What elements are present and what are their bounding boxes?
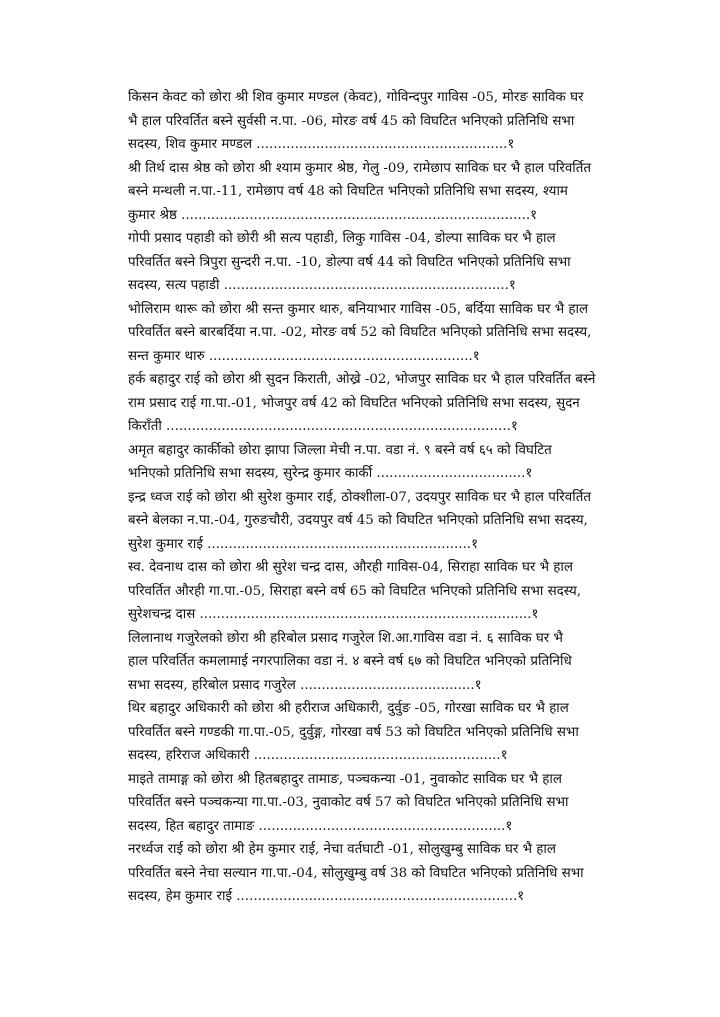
entry-line: गोपी प्रसाद पहाडी को छोरी श्री सत्य पहाडी, लिकु गाविस -04, डोल्पा साविक घर भै हाल (128, 231, 556, 246)
list-item (128, 157, 656, 228)
entry-line: राम प्रसाद राई गा.पा.-01, भोजपुर वर्ष 42 को विघटित भनिएको प्रतिनिधि सभा सदस्य, सुदन (128, 395, 580, 411)
list-item (128, 368, 656, 439)
entry-line: थिर बहादुर अधिकारी को छोरा श्री हरीराज अधिकारी, दुर्वुङ -05, गोरखा साविक घर भै हाल (128, 701, 569, 716)
entry-line: हर्क बहादुर राई को छोरा श्री सुदन किराती, ओख्रे -02, भोजपुर साविक घर भै हाल परिवर्तित बस्ने (128, 372, 596, 387)
entry-line: परिवर्तित बस्ने गण्डकी गा.पा.-05, दुर्वुङ्ग, गोरखा वर्ष 53 को विघटित भनिएको प्रतिनिधि सभा (128, 724, 579, 740)
entry-line: किसन केवट को छोरा श्री शिव कुमार मण्डल (केवट), गोविन्दपुर गाविस -05, मोरङ साविक घर (128, 90, 584, 105)
entry-line: इन्द्र ध्वज राई को छोरा श्री सुरेश कुमार राई, ठोक्शीला-07, उदयपुर साविक घर भै हाल परिवर्तित (128, 489, 591, 505)
entry-line: परिवर्तित बस्ने त्रिपुरा सुन्दरी न.पा. -10, डोल्पा वर्ष 44 को विघटित भनिएको प्रतिनिधि सभा (128, 254, 571, 270)
list-item (128, 227, 656, 298)
entry-line: सदस्य, सत्य पहाडी ...................................................................१ (128, 278, 516, 293)
entry-line: सन्त कुमार थारु ..............................................................१ (128, 348, 480, 364)
list-item (128, 486, 656, 557)
entry-line: श्री तिर्थ दास श्रेष्ठ को छोरा श्री श्याम कुमार श्रेष्ठ, गेलु -09, रामेछाप साविक घर भै हाल परिवर्तित (128, 160, 592, 176)
entry-line: कुमार श्रेष्ठ ..................................................................................१ (128, 207, 538, 223)
entry-line: अमृत बहादुर कार्कीको छोरा झापा जिल्ला मेची न.पा. वडा नं. ९ बस्ने वर्ष ६५ को विघटित (128, 442, 552, 458)
entry-line: परिवर्तित बस्ने बारबर्दिया न.पा. -02, मोरङ वर्ष 52 को विघटित भनिएको प्रतिनिधि सभा सदस्य, (128, 325, 592, 340)
entry-line: सुरेशचन्द्र दास ..............................................................................१ (128, 607, 539, 622)
list-item (128, 439, 656, 486)
entry-line: भै हाल परिवर्तित बस्ने सुर्वसी न.पा. -06, मोरङ वर्ष 45 को विघटित भनिएको प्रतिनिधि सभा (128, 113, 575, 129)
entry-line: सदस्य, हित बहादुर तामाङ ..........................................................१ (128, 818, 513, 834)
entry-line: लिलानाथ गजुरेलको छोरा श्री हरिबोल प्रसाद गजुरेल शि.आ.गाविस वडा नं. ६ साविक घर भै (128, 630, 563, 646)
entry-line: परिवर्तित औरही गा.पा.-05, सिराहा बस्ने वर्ष 65 को विघटित भनिएको प्रतिनिधि सभा सदस्य, (128, 583, 581, 599)
list-item (128, 697, 656, 768)
entry-line: सदस्य, हरिराज अधिकारी ..........................................................१ (128, 748, 508, 763)
entry-line: किराँती .................................................................................१ (128, 419, 518, 434)
list-item (128, 838, 656, 909)
list-item (128, 627, 656, 698)
list-item (128, 298, 656, 369)
entry-line: परिवर्तित बस्ने नेचा सल्यान गा.पा.-04, सोलुखुम्बु वर्ष 38 को विघटित भनिएको प्रतिनिधि सभा (128, 865, 584, 881)
entry-line: सदस्य, शिव कुमार मण्डल ...........................................................१ (128, 137, 515, 152)
entry-line: माइते तामाङ्ग को छोरा श्री हितबहादुर तामाङ, पञ्चकन्या -01, नुवाकोट साविक घर भै हाल (128, 771, 562, 787)
list-item (128, 86, 656, 157)
entry-line: बस्ने बेलका न.पा.-04, गुरुङचौरी, उदयपुर वर्ष 45 को विघटित भनिएको प्रतिनिधि सभा सदस्य, (128, 513, 588, 528)
entry-line: बस्ने मन्थली न.पा.-11, रामेछाप वर्ष 48 को विघटित भनिएको प्रतिनिधि सभा सदस्य, श्याम (128, 184, 568, 199)
entry-line: भोलिराम थारू को छोरा श्री सन्त कुमार थारु, बनियाभार गाविस -05, बर्दिया साविक घर भै हाल (128, 301, 589, 317)
entry-line: सभा सदस्य, हरिबोल प्रसाद गजुरेल .........................................१ (128, 677, 482, 693)
entry-line: नरर्ध्वज राई को छोरा श्री हेम कुमार राई, नेचा वर्तघाटी -01, सोलुखुम्बु साविक घर भै हाल (128, 842, 556, 857)
entry-line: सदस्य, हेम कुमार राई ..................................................................१ (128, 889, 525, 904)
entry-line: परिवर्तित बस्ने पञ्चकन्या गा.पा.-03, नुवाकोट वर्ष 57 को विघटित भनिएको प्रतिनिधि सभा (128, 795, 569, 810)
list-item (128, 556, 656, 627)
entry-line: सुरेश कुमार राई ..............................................................१ (128, 536, 479, 552)
entry-line: स्व. देवनाथ दास को छोरा श्री सुरेश चन्द्र दास, औरही गाविस-04, सिराहा साविक घर भै हाल (128, 560, 573, 575)
entry-line: हाल परिवर्तित कमलामाई नगरपालिका वडा नं. ४ बस्ने वर्ष ६७ को विघटित भनिएको प्रतिनिधि (128, 654, 572, 669)
list-item (128, 768, 656, 839)
document-body (128, 86, 656, 909)
entry-line: भनिएको प्रतिनिधि सभा सदस्य, सुरेन्द्र कुमार कार्की ...................................१ (128, 466, 533, 481)
